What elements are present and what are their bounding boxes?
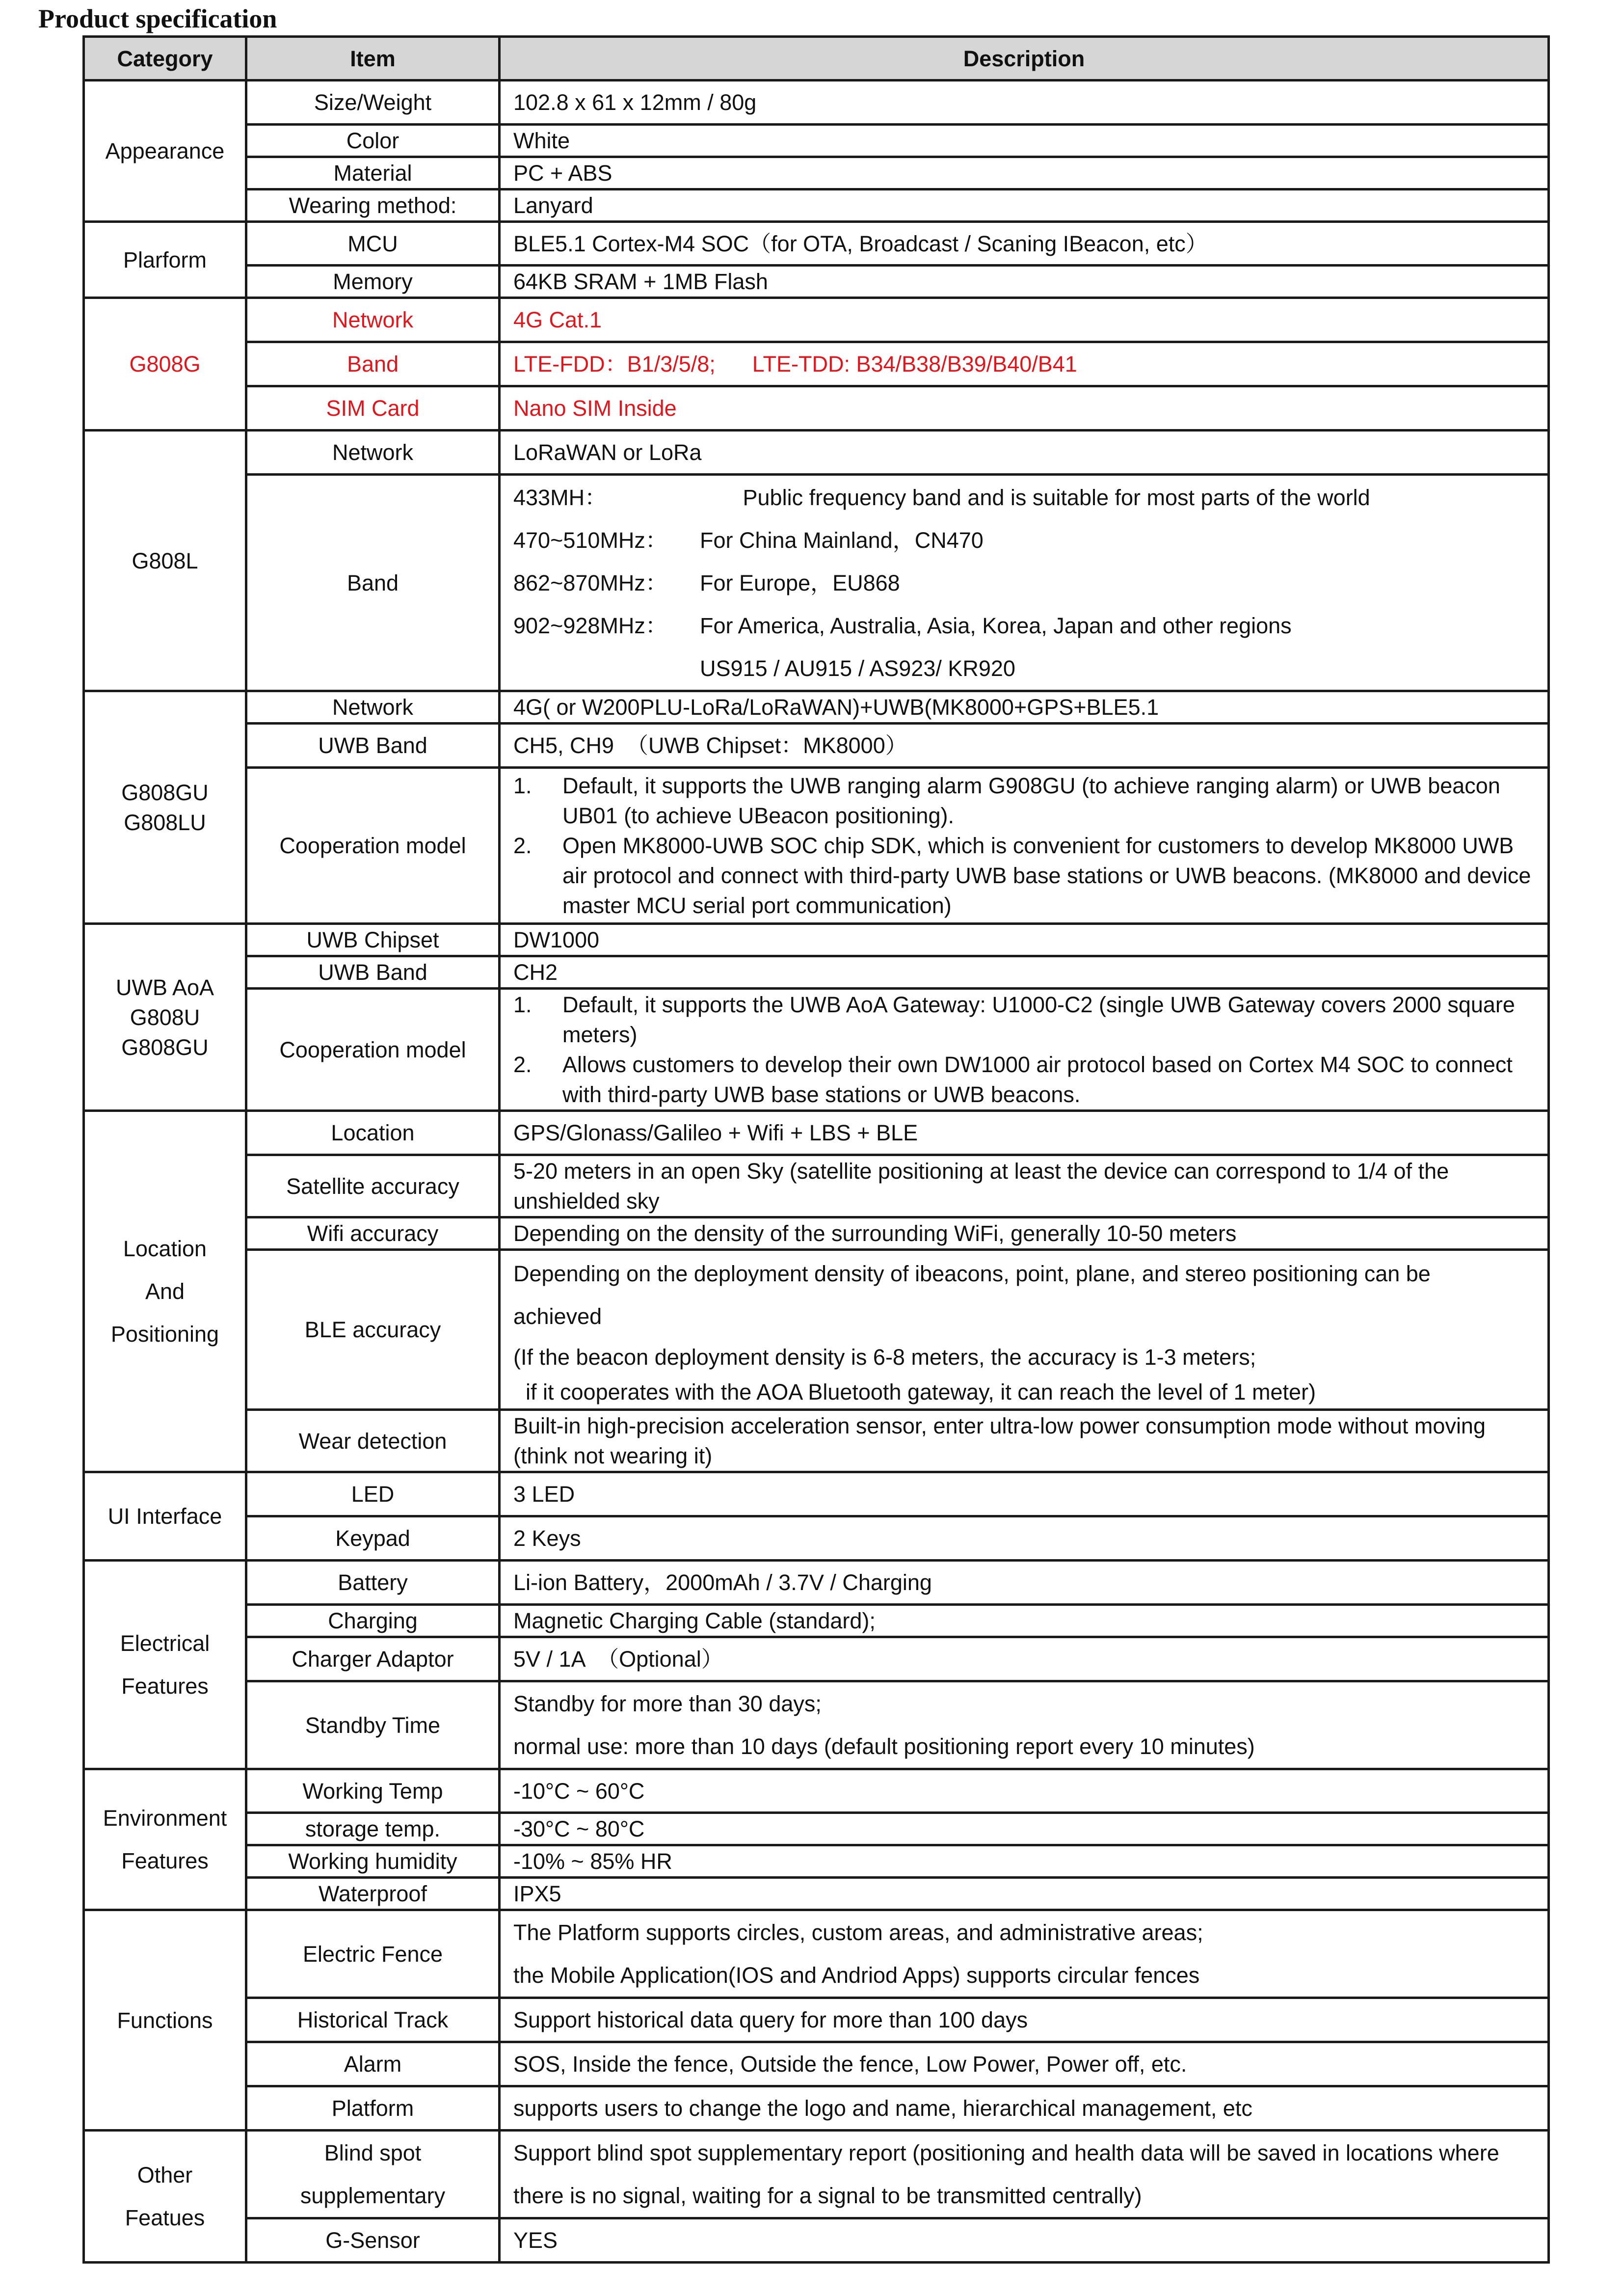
category-g808l: G808L xyxy=(84,431,246,691)
page-title: Product specification xyxy=(38,4,277,33)
band-line xyxy=(513,604,1535,647)
cooperation-list xyxy=(500,768,1549,924)
desc-cell: 5-20 meters in an open Sky (satellite positioning at least the device can correspond to 1/4 of the unshielded sky xyxy=(500,1155,1549,1217)
desc-line: the Mobile Application(IOS and Andriod Apps) supports circular fences xyxy=(513,1963,1200,1988)
cooperation-list xyxy=(500,989,1549,1111)
header-item: Item xyxy=(246,37,500,81)
item-cell: Material xyxy=(246,157,500,189)
table-row xyxy=(84,266,1549,298)
desc-line: Depending on the deployment density of ibeacons, point, plane, and stereo positioning can be xyxy=(513,1261,1431,1286)
table-row xyxy=(84,1813,1549,1845)
band-line xyxy=(513,519,1535,562)
table-row xyxy=(84,691,1549,724)
table-row xyxy=(84,989,1549,1111)
item-cell: Band xyxy=(246,342,500,386)
table-row xyxy=(84,956,1549,989)
desc-line: if it cooperates with the AOA Bluetooth gateway, it can reach the level of 1 meter) xyxy=(513,1379,1316,1405)
desc-cell: -10°C ~ 60°C xyxy=(500,1769,1549,1813)
item-cell: UWB Band xyxy=(246,724,500,768)
desc-cell: CH5, CH9 （UWB Chipset：MK8000） xyxy=(500,724,1549,768)
desc-cell: 102.8 x 61 x 12mm / 80g xyxy=(500,81,1549,125)
desc-cell: 2 Keys xyxy=(500,1516,1549,1561)
item-cell: Charging xyxy=(246,1605,500,1637)
desc-cell: BLE5.1 Cortex-M4 SOC（for OTA, Broadcast / Scaning IBeacon, etc） xyxy=(500,222,1549,266)
band-value: For Europe，EU868 xyxy=(700,570,900,595)
desc-cell: Support historical data query for more than 100 days xyxy=(500,1998,1549,2042)
item-cell: Band xyxy=(246,475,500,691)
item-cell: LED xyxy=(246,1472,500,1516)
category-electrical xyxy=(84,1561,246,1769)
table-row xyxy=(84,2131,1549,2218)
list-number: 2. xyxy=(513,833,532,858)
desc-line: Standby for more than 30 days; xyxy=(513,1691,822,1716)
table-row xyxy=(84,768,1549,924)
category-g808gu xyxy=(84,691,246,924)
category-environment xyxy=(84,1769,246,1910)
item-cell: Battery xyxy=(246,1561,500,1605)
list-number: 2. xyxy=(513,1052,532,1077)
table-row xyxy=(84,475,1549,691)
desc-line: normal use: more than 10 days (default positioning report every 10 minutes) xyxy=(513,1734,1255,1759)
list-item xyxy=(513,990,1535,1050)
category-line: Electrical xyxy=(120,1631,210,1656)
desc-line: achieved xyxy=(513,1304,602,1329)
table-row xyxy=(84,2086,1549,2131)
list-number: 1. xyxy=(513,773,532,798)
item-cell: UWB Chipset xyxy=(246,924,500,956)
desc-cell: Support blind spot supplementary report (positioning and health data will be saved in locations where there is no signal, waiting for a signal to be transmitted centrally) xyxy=(500,2131,1549,2218)
desc-cell: -30°C ~ 80°C xyxy=(500,1813,1549,1845)
band-key: 862~870MHz： xyxy=(513,570,667,595)
item-cell: Platform xyxy=(246,2086,500,2131)
category-line: And xyxy=(145,1279,185,1304)
band-continuation: US915 / AU915 / AS923/ KR920 xyxy=(700,655,1015,681)
table-row xyxy=(84,157,1549,189)
category-line: G808GU xyxy=(121,1034,209,1060)
item-cell: Size/Weight xyxy=(246,81,500,125)
desc-cell: YES xyxy=(500,2218,1549,2263)
item-cell: Color xyxy=(246,125,500,157)
category-line: Positioning xyxy=(110,1322,219,1347)
desc-line: The Platform supports circles, custom areas, and administrative areas; xyxy=(513,1920,1203,1945)
table-row xyxy=(84,386,1549,431)
category-line: Environment xyxy=(103,1806,227,1831)
item-cell: Electric Fence xyxy=(246,1910,500,1998)
desc-cell: CH2 xyxy=(500,956,1549,989)
table-row xyxy=(84,1910,1549,1998)
desc-cell: PC + ABS xyxy=(500,157,1549,189)
desc-cell: supports users to change the logo and name, hierarchical management, etc xyxy=(500,2086,1549,2131)
item-line: Blind spot xyxy=(324,2140,422,2165)
desc-cell: Magnetic Charging Cable (standard); xyxy=(500,1605,1549,1637)
table-row xyxy=(84,1410,1549,1472)
table-row xyxy=(84,1878,1549,1910)
item-cell: Alarm xyxy=(246,2042,500,2086)
table-row xyxy=(84,222,1549,266)
desc-cell: IPX5 xyxy=(500,1878,1549,1910)
desc-cell: 64KB SRAM + 1MB Flash xyxy=(500,266,1549,298)
desc-cell: GPS/Glonass/Galileo + Wifi + LBS + BLE xyxy=(500,1111,1549,1155)
item-cell: Wearing method: xyxy=(246,189,500,222)
item-cell: MCU xyxy=(246,222,500,266)
band-line xyxy=(513,476,1535,519)
table-row xyxy=(84,1845,1549,1878)
desc-cell: Built-in high-precision acceleration sensor, enter ultra-low power consumption mode without moving (think not wearing it) xyxy=(500,1410,1549,1472)
desc-cell: SOS, Inside the fence, Outside the fence, Low Power, Power off, etc. xyxy=(500,2042,1549,2086)
band-list xyxy=(500,475,1549,691)
desc-cell xyxy=(500,1681,1549,1769)
table-row xyxy=(84,1217,1549,1250)
list-item xyxy=(513,1050,1535,1109)
desc-cell: 5V / 1A （Optional） xyxy=(500,1637,1549,1681)
item-cell: Network xyxy=(246,298,500,342)
spec-table xyxy=(82,35,1550,2264)
category-ui-interface: UI Interface xyxy=(84,1472,246,1561)
desc-cell: DW1000 xyxy=(500,924,1549,956)
table-row xyxy=(84,189,1549,222)
list-number: 1. xyxy=(513,992,532,1017)
list-text: Open MK8000-UWB SOC chip SDK, which is convenient for customers to develop MK8000 UWB air protocol and connect with third-party UWB base stations or UWB beacons. (MK8000 and device master MCU serial port communication) xyxy=(562,833,1531,918)
category-line: Featues xyxy=(125,2205,205,2230)
desc-cell: 4G( or W200PLU-LoRa/LoRaWAN)+UWB(MK8000+GPS+BLE5.1 xyxy=(500,691,1549,724)
item-cell: Cooperation model xyxy=(246,768,500,924)
item-cell: Memory xyxy=(246,266,500,298)
header-category: Category xyxy=(84,37,246,81)
list-text: Default, it supports the UWB ranging alarm G908GU (to achieve ranging alarm) or UWB beacon UB01 (to achieve UBeacon positioning). xyxy=(562,773,1500,828)
category-line: Features xyxy=(121,1674,209,1699)
table-row xyxy=(84,1111,1549,1155)
desc-cell: 4G Cat.1 xyxy=(500,298,1549,342)
band-value: For China Mainland，CN470 xyxy=(700,527,984,553)
category-line: Location xyxy=(123,1236,207,1261)
category-line: Other xyxy=(137,2162,193,2188)
item-cell: Satellite accuracy xyxy=(246,1155,500,1217)
category-line: Features xyxy=(121,1848,209,1873)
item-cell: Network xyxy=(246,691,500,724)
item-cell: Waterproof xyxy=(246,1878,500,1910)
item-cell: Working humidity xyxy=(246,1845,500,1878)
desc-cell: Li-ion Battery，2000mAh / 3.7V / Charging xyxy=(500,1561,1549,1605)
table-row xyxy=(84,125,1549,157)
band-key: 902~928MHz： xyxy=(513,613,667,638)
desc-cell xyxy=(500,1910,1549,1998)
item-cell xyxy=(246,2131,500,2218)
desc-cell: LoRaWAN or LoRa xyxy=(500,431,1549,475)
table-row xyxy=(84,1605,1549,1637)
category-platform: Plarform xyxy=(84,222,246,298)
table-row xyxy=(84,924,1549,956)
item-cell: BLE accuracy xyxy=(246,1250,500,1410)
list-item xyxy=(513,831,1535,920)
item-cell: storage temp. xyxy=(246,1813,500,1845)
desc-cell: -10% ~ 85% HR xyxy=(500,1845,1549,1878)
list-item xyxy=(513,771,1535,831)
item-cell: Keypad xyxy=(246,1516,500,1561)
band-value: Public frequency band and is suitable for most parts of the world xyxy=(700,485,1370,510)
band-value: For America, Australia, Asia, Korea, Japan and other regions xyxy=(700,613,1292,638)
category-line: G808GU xyxy=(121,780,209,805)
desc-cell: Lanyard xyxy=(500,189,1549,222)
desc-line: (If the beacon deployment density is 6-8 meters, the accuracy is 1-3 meters; xyxy=(513,1345,1256,1370)
desc-cell: 3 LED xyxy=(500,1472,1549,1516)
band-key: 470~510MHz： xyxy=(513,527,667,553)
item-cell: Cooperation model xyxy=(246,989,500,1111)
item-cell: UWB Band xyxy=(246,956,500,989)
table-row xyxy=(84,1155,1549,1217)
category-line: UWB AoA xyxy=(115,974,214,1000)
item-cell: Network xyxy=(246,431,500,475)
desc-cell: Nano SIM Inside xyxy=(500,386,1549,431)
category-g808g: G808G xyxy=(84,298,246,431)
list-text: Allows customers to develop their own DW1000 air protocol based on Cortex M4 SOC to connect with third-party UWB base stations or UWB beacons. xyxy=(562,1052,1513,1107)
category-appearance: Appearance xyxy=(84,81,246,222)
item-cell: Wear detection xyxy=(246,1410,500,1472)
table-row xyxy=(84,1250,1549,1410)
band-line xyxy=(513,562,1535,604)
table-row xyxy=(84,1769,1549,1813)
desc-cell: Depending on the density of the surrounding WiFi, generally 10-50 meters xyxy=(500,1217,1549,1250)
item-cell: G-Sensor xyxy=(246,2218,500,2263)
table-row xyxy=(84,1637,1549,1681)
item-cell: Location xyxy=(246,1111,500,1155)
category-uwb-aoa xyxy=(84,924,246,1111)
item-line: supplementary xyxy=(300,2183,446,2208)
desc-cell: White xyxy=(500,125,1549,157)
table-row xyxy=(84,2218,1549,2263)
item-cell: SIM Card xyxy=(246,386,500,431)
table-row xyxy=(84,342,1549,386)
category-functions: Functions xyxy=(84,1910,246,2131)
item-cell: Standby Time xyxy=(246,1681,500,1769)
band-key: 433MH： xyxy=(513,485,607,510)
table-row xyxy=(84,1681,1549,1769)
table-row xyxy=(84,298,1549,342)
table-header-row xyxy=(84,37,1549,81)
table-row xyxy=(84,2042,1549,2086)
item-cell: Charger Adaptor xyxy=(246,1637,500,1681)
table-row xyxy=(84,81,1549,125)
table-row xyxy=(84,1998,1549,2042)
table-row xyxy=(84,724,1549,768)
table-row xyxy=(84,1561,1549,1605)
table-row xyxy=(84,1516,1549,1561)
table-row xyxy=(84,431,1549,475)
item-cell: Wifi accuracy xyxy=(246,1217,500,1250)
list-text: Default, it supports the UWB AoA Gateway: U1000-C2 (single UWB Gateway covers 2000 square meters) xyxy=(562,992,1515,1047)
item-cell: Historical Track xyxy=(246,1998,500,2042)
desc-cell: LTE-FDD：B1/3/5/8; LTE-TDD: B34/B38/B39/B40/B41 xyxy=(500,342,1549,386)
category-location xyxy=(84,1111,246,1472)
item-cell: Working Temp xyxy=(246,1769,500,1813)
desc-cell xyxy=(500,1250,1549,1410)
table-row xyxy=(84,1472,1549,1516)
category-line: G808U xyxy=(130,1004,200,1030)
category-line: G808LU xyxy=(124,810,206,835)
header-description: Description xyxy=(500,37,1549,81)
category-other xyxy=(84,2131,246,2263)
